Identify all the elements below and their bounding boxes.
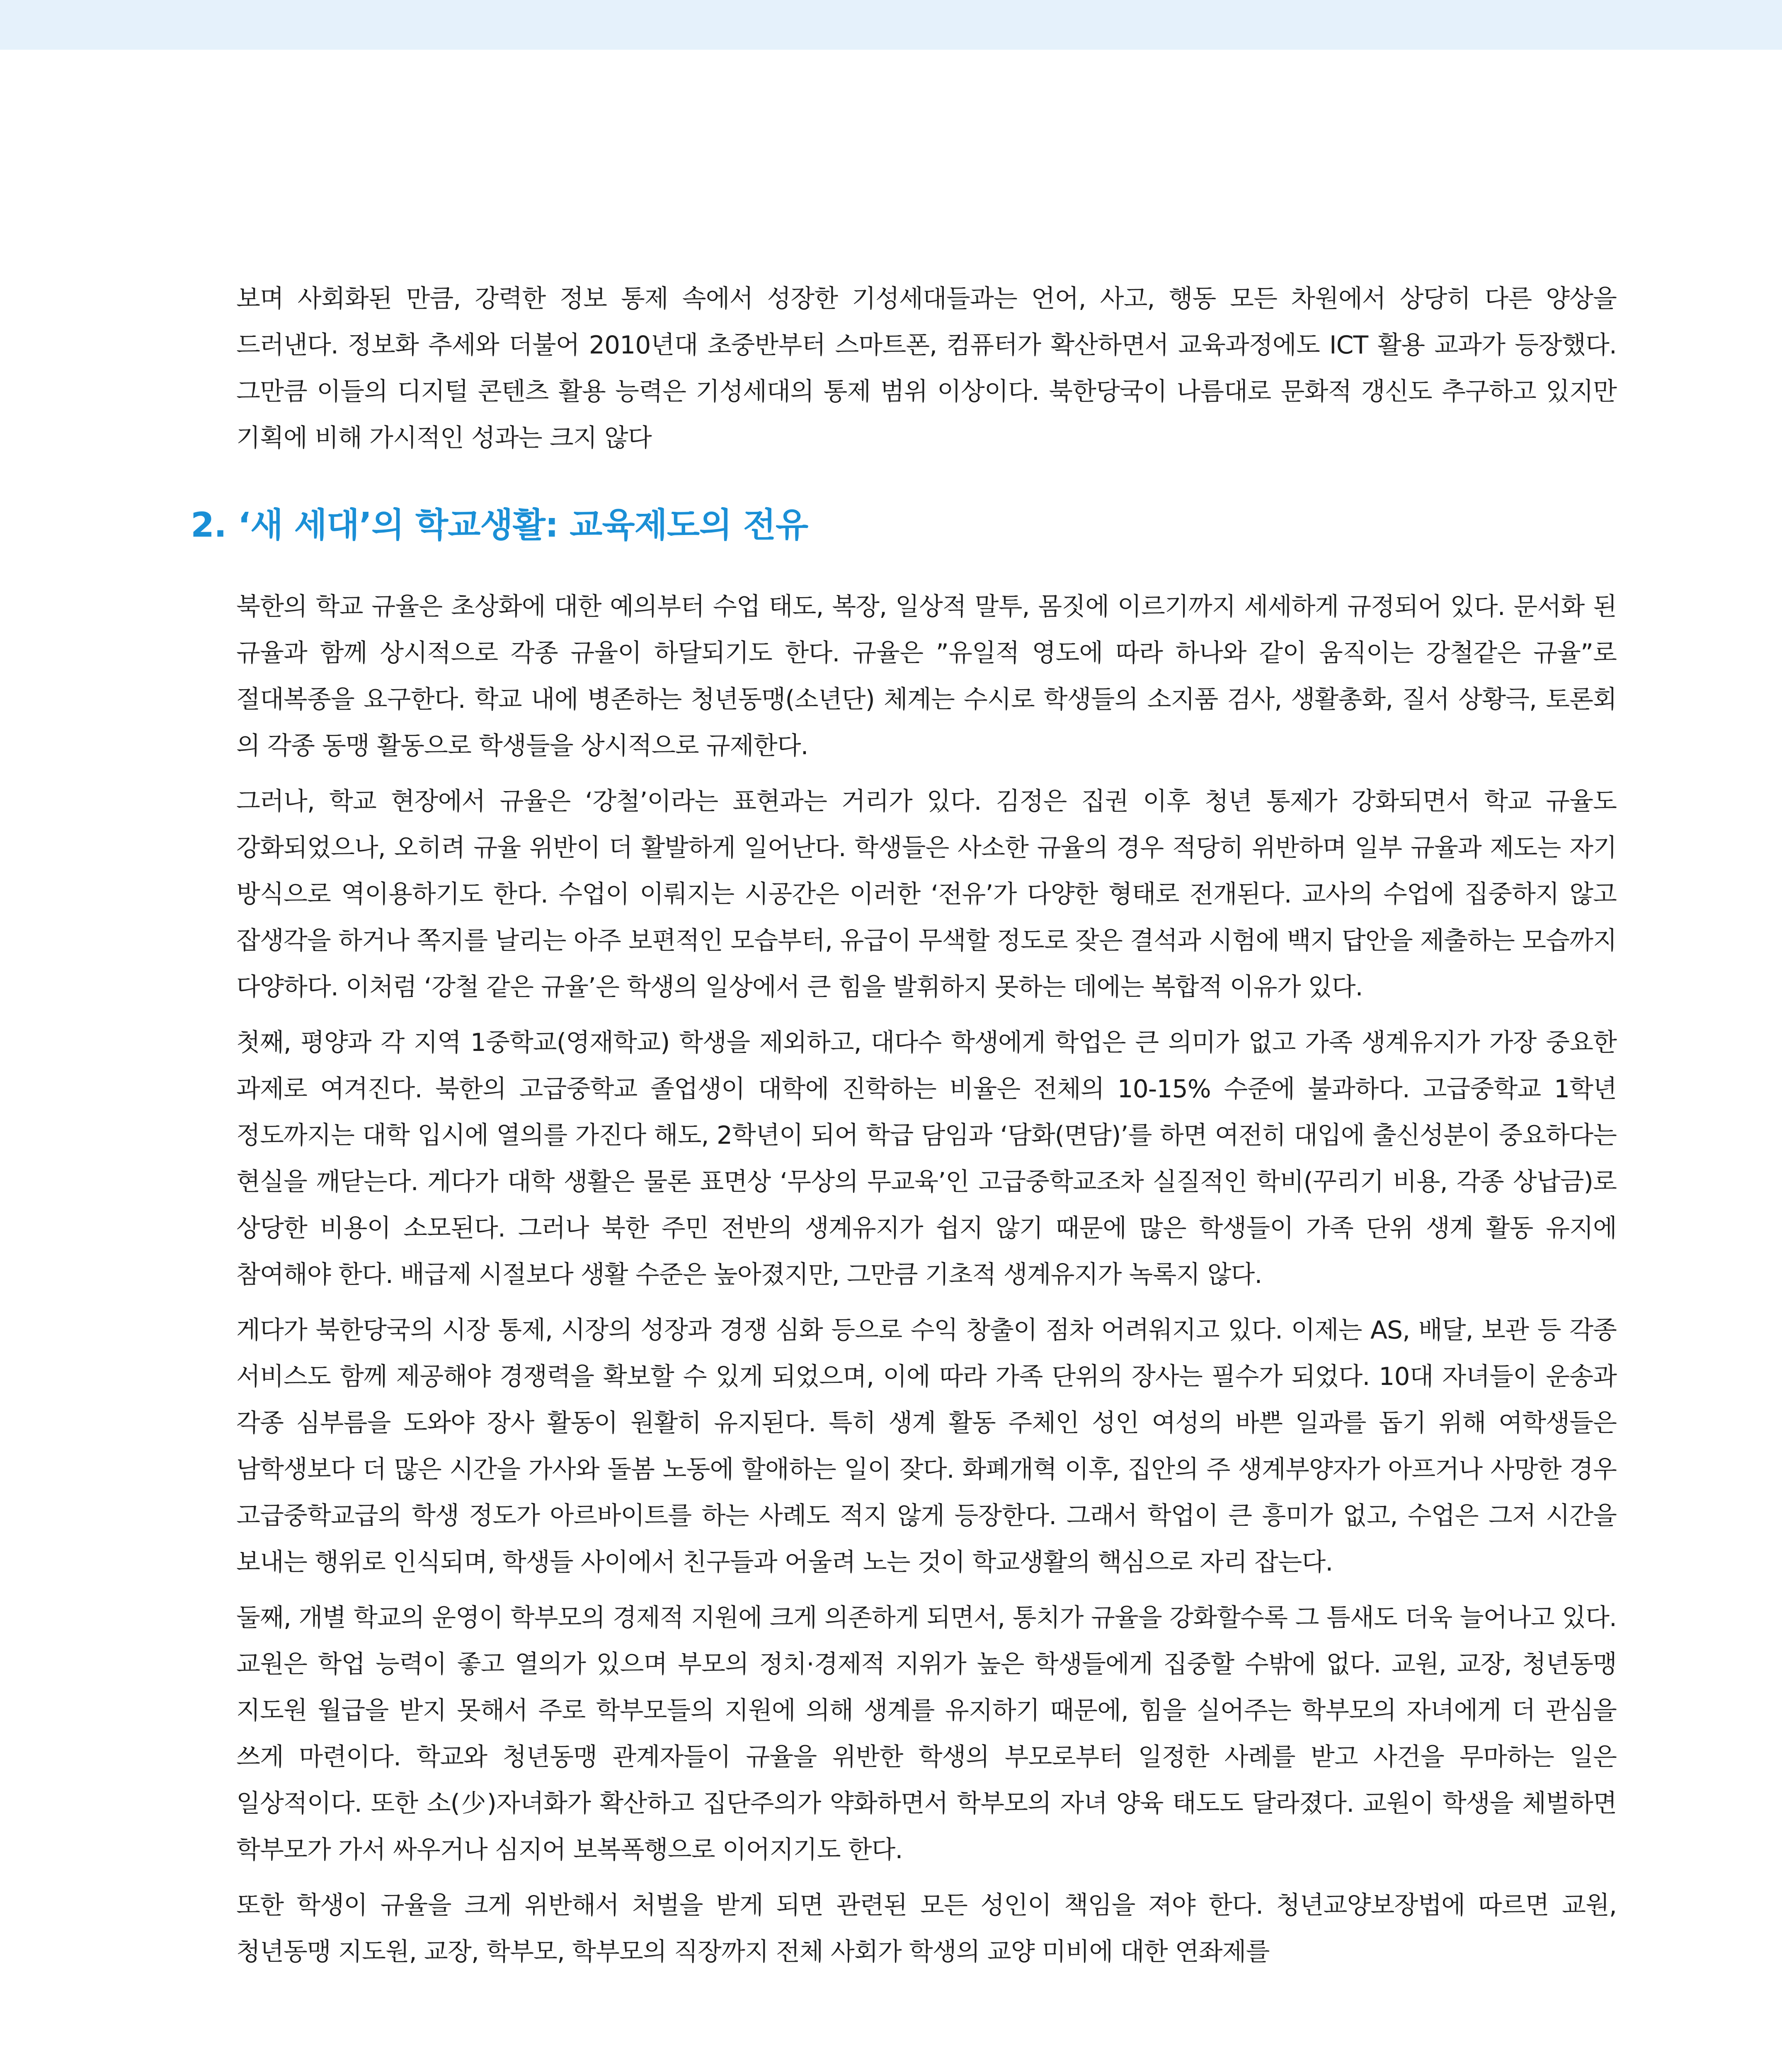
section-title: 2. ‘새 세대’의 학교생활: 교육제도의 전유 [191, 506, 808, 545]
paragraph-market-control: 게다가 북한당국의 시장 통제, 시장의 성장과 경쟁 심화 등으로 수익 창출이 점차 어려워지고 있다. 이제는 AS, 배달, 보관 등 각종 서비스도 함께 제공해야 경쟁력을 확보할 수 있게 되었으며, 이에 따라 가족 단위의 장사는 필수가 되었다. 10대 자녀들이 운송과 각종 심부름을 도와야 장사 활동이 원활히 유지된다. 특히 생계 활동 주체인 성인 여성의 바쁜 일과를 돕기 위해 여학생들은 남학생보다 더 많은 시간을 가사와 돌봄 노동에 할애하는 일이 잦다. 화폐개혁 이후, 집안의 주 생계부양자가 아프거나 사망한 경우 고급중학교급의 학생 정도가 아르바이트를 하는 사례도 적지 않게 등장한다. 그래서 학업이 큰 흥미가 없고, 수업은 그저 시간을 보내는 행위로 인식되며, 학생들 사이에서 친구들과 어울려 노는 것이 학교생활의 핵심으로 자리 잡는다. [236, 1316, 1617, 1577]
paragraph-rule-violations: 그러나, 학교 현장에서 규율은 ‘강철’이라는 표현과는 거리가 있다. 김정은 집권 이후 청년 통제가 강화되면서 학교 규율도 강화되었으나, 오히려 규율 위반이 더 활발하게 일어난다. 학생들은 사소한 규율의 경우 적당히 위반하며 일부 규율과 제도는 자기 방식으로 역이용하기도 한다. 수업이 이뤄지는 시공간은 이러한 ‘전유’가 다양한 형태로 전개된다. 교사의 수업에 집중하지 않고 잡생각을 하거나 쪽지를 날리는 아주 보편적인 모습부터, 유급이 무색할 정도로 잦은 결석과 시험에 백지 답안을 제출하는 모습까지 다양하다. 이처럼 ‘강철 같은 규율’은 학생의 일상에서 큰 힘을 발휘하지 못하는 데에는 복합적 이유가 있다. [236, 787, 1617, 1002]
paragraph-collective-responsibility: 또한 학생이 규율을 크게 위반해서 처벌을 받게 되면 관련된 모든 성인이 책임을 져야 한다. 청년교양보장법에 따르면 교원, 청년동맹 지도원, 교장, 학부모, 학부모의 직장까지 전체 사회가 학생의 교양 미비에 대한 연좌제를 [236, 1891, 1617, 1966]
paragraph-first-reason: 첫째, 평양과 각 지역 1중학교(영재학교) 학생을 제외하고, 대다수 학생에게 학업은 큰 의미가 없고 가족 생계유지가 가장 중요한 과제로 여겨진다. 북한의 고급중학교 졸업생이 대학에 진학하는 비율은 전체의 10-15% 수준에 불과하다. 고급중학교 1학년 정도까지는 대학 입시에 열의를 가진다 해도, 2학년이 되어 학급 담임과 ‘담화(면담)’를 하면 여전히 대입에 출신성분이 중요하다는 현실을 깨닫는다. 게다가 대학 생활은 물론 표면상 ‘무상의 무교육’인 고급중학교조차 실질적인 학비(꾸리기 비용, 각종 상납금)로 상당한 비용이 소모된다. 그러나 북한 주민 전반의 생계유지가 쉽지 않기 때문에 많은 학생들이 가족 단위 생계 활동 유지에 참여해야 한다. 배급제 시절보다 생활 수준은 높아졌지만, 그만큼 기초적 생계유지가 녹록지 않다. [236, 1028, 1617, 1289]
top-header-band [0, 0, 1782, 50]
paragraph-school-rules: 북한의 학교 규율은 초상화에 대한 예의부터 수업 태도, 복장, 일상적 말투, 몸짓에 이르기까지 세세하게 규정되어 있다. 문서화 된 규율과 함께 상시적으로 각종 규율이 하달되기도 한다. 규율은 ”유일적 영도에 따라 하나와 같이 움직이는 강철같은 규율”로 절대복종을 요구한다. 학교 내에 병존하는 청년동맹(소년단) 체계는 수시로 학생들의 소지품 검사, 생활총화, 질서 상황극, 토론회 의 각종 동맹 활동으로 학생들을 상시적으로 규제한다. [236, 592, 1617, 760]
paragraph-second-reason: 둘째, 개별 학교의 운영이 학부모의 경제적 지원에 크게 의존하게 되면서, 통치가 규율을 강화할수록 그 틈새도 더욱 늘어나고 있다. 교원은 학업 능력이 좋고 열의가 있으며 부모의 정치·경제적 지위가 높은 학생들에게 집중할 수밖에 없다. 교원, 교장, 청년동맹 지도원 월급을 받지 못해서 주로 학부모들의 지원에 의해 생계를 유지하기 때문에, 힘을 실어주는 학부모의 자녀에게 더 관심을 쓰게 마련이다. 학교와 청년동맹 관계자들이 규율을 위반한 학생의 부모로부터 일정한 사례를 받고 사건을 무마하는 일은 일상적이다. 또한 소(少)자녀화가 확산하고 집단주의가 약화하면서 학부모의 자녀 양육 태도도 달라졌다. 교원이 학생을 체벌하면 학부모가 가서 싸우거나 심지어 보복폭행으로 이어지기도 한다. [236, 1603, 1617, 1864]
intro-paragraph: 보며 사회화된 만큼, 강력한 정보 통제 속에서 성장한 기성세대들과는 언어, 사고, 행동 모든 차원에서 상당히 다른 양상을 드러낸다. 정보화 추세와 더불어 2010년대 초중반부터 스마트폰, 컴퓨터가 확산하면서 교육과정에도 ICT 활용 교과가 등장했다. 그만큼 이들의 디지털 콘텐츠 활용 능력은 기성세대의 통제 범위 이상이다. 북한당국이 나름대로 문화적 갱신도 추구하고 있지만 기획에 비해 가시적인 성과는 크지 않다 [236, 284, 1617, 453]
document-body [191, 276, 1617, 1984]
